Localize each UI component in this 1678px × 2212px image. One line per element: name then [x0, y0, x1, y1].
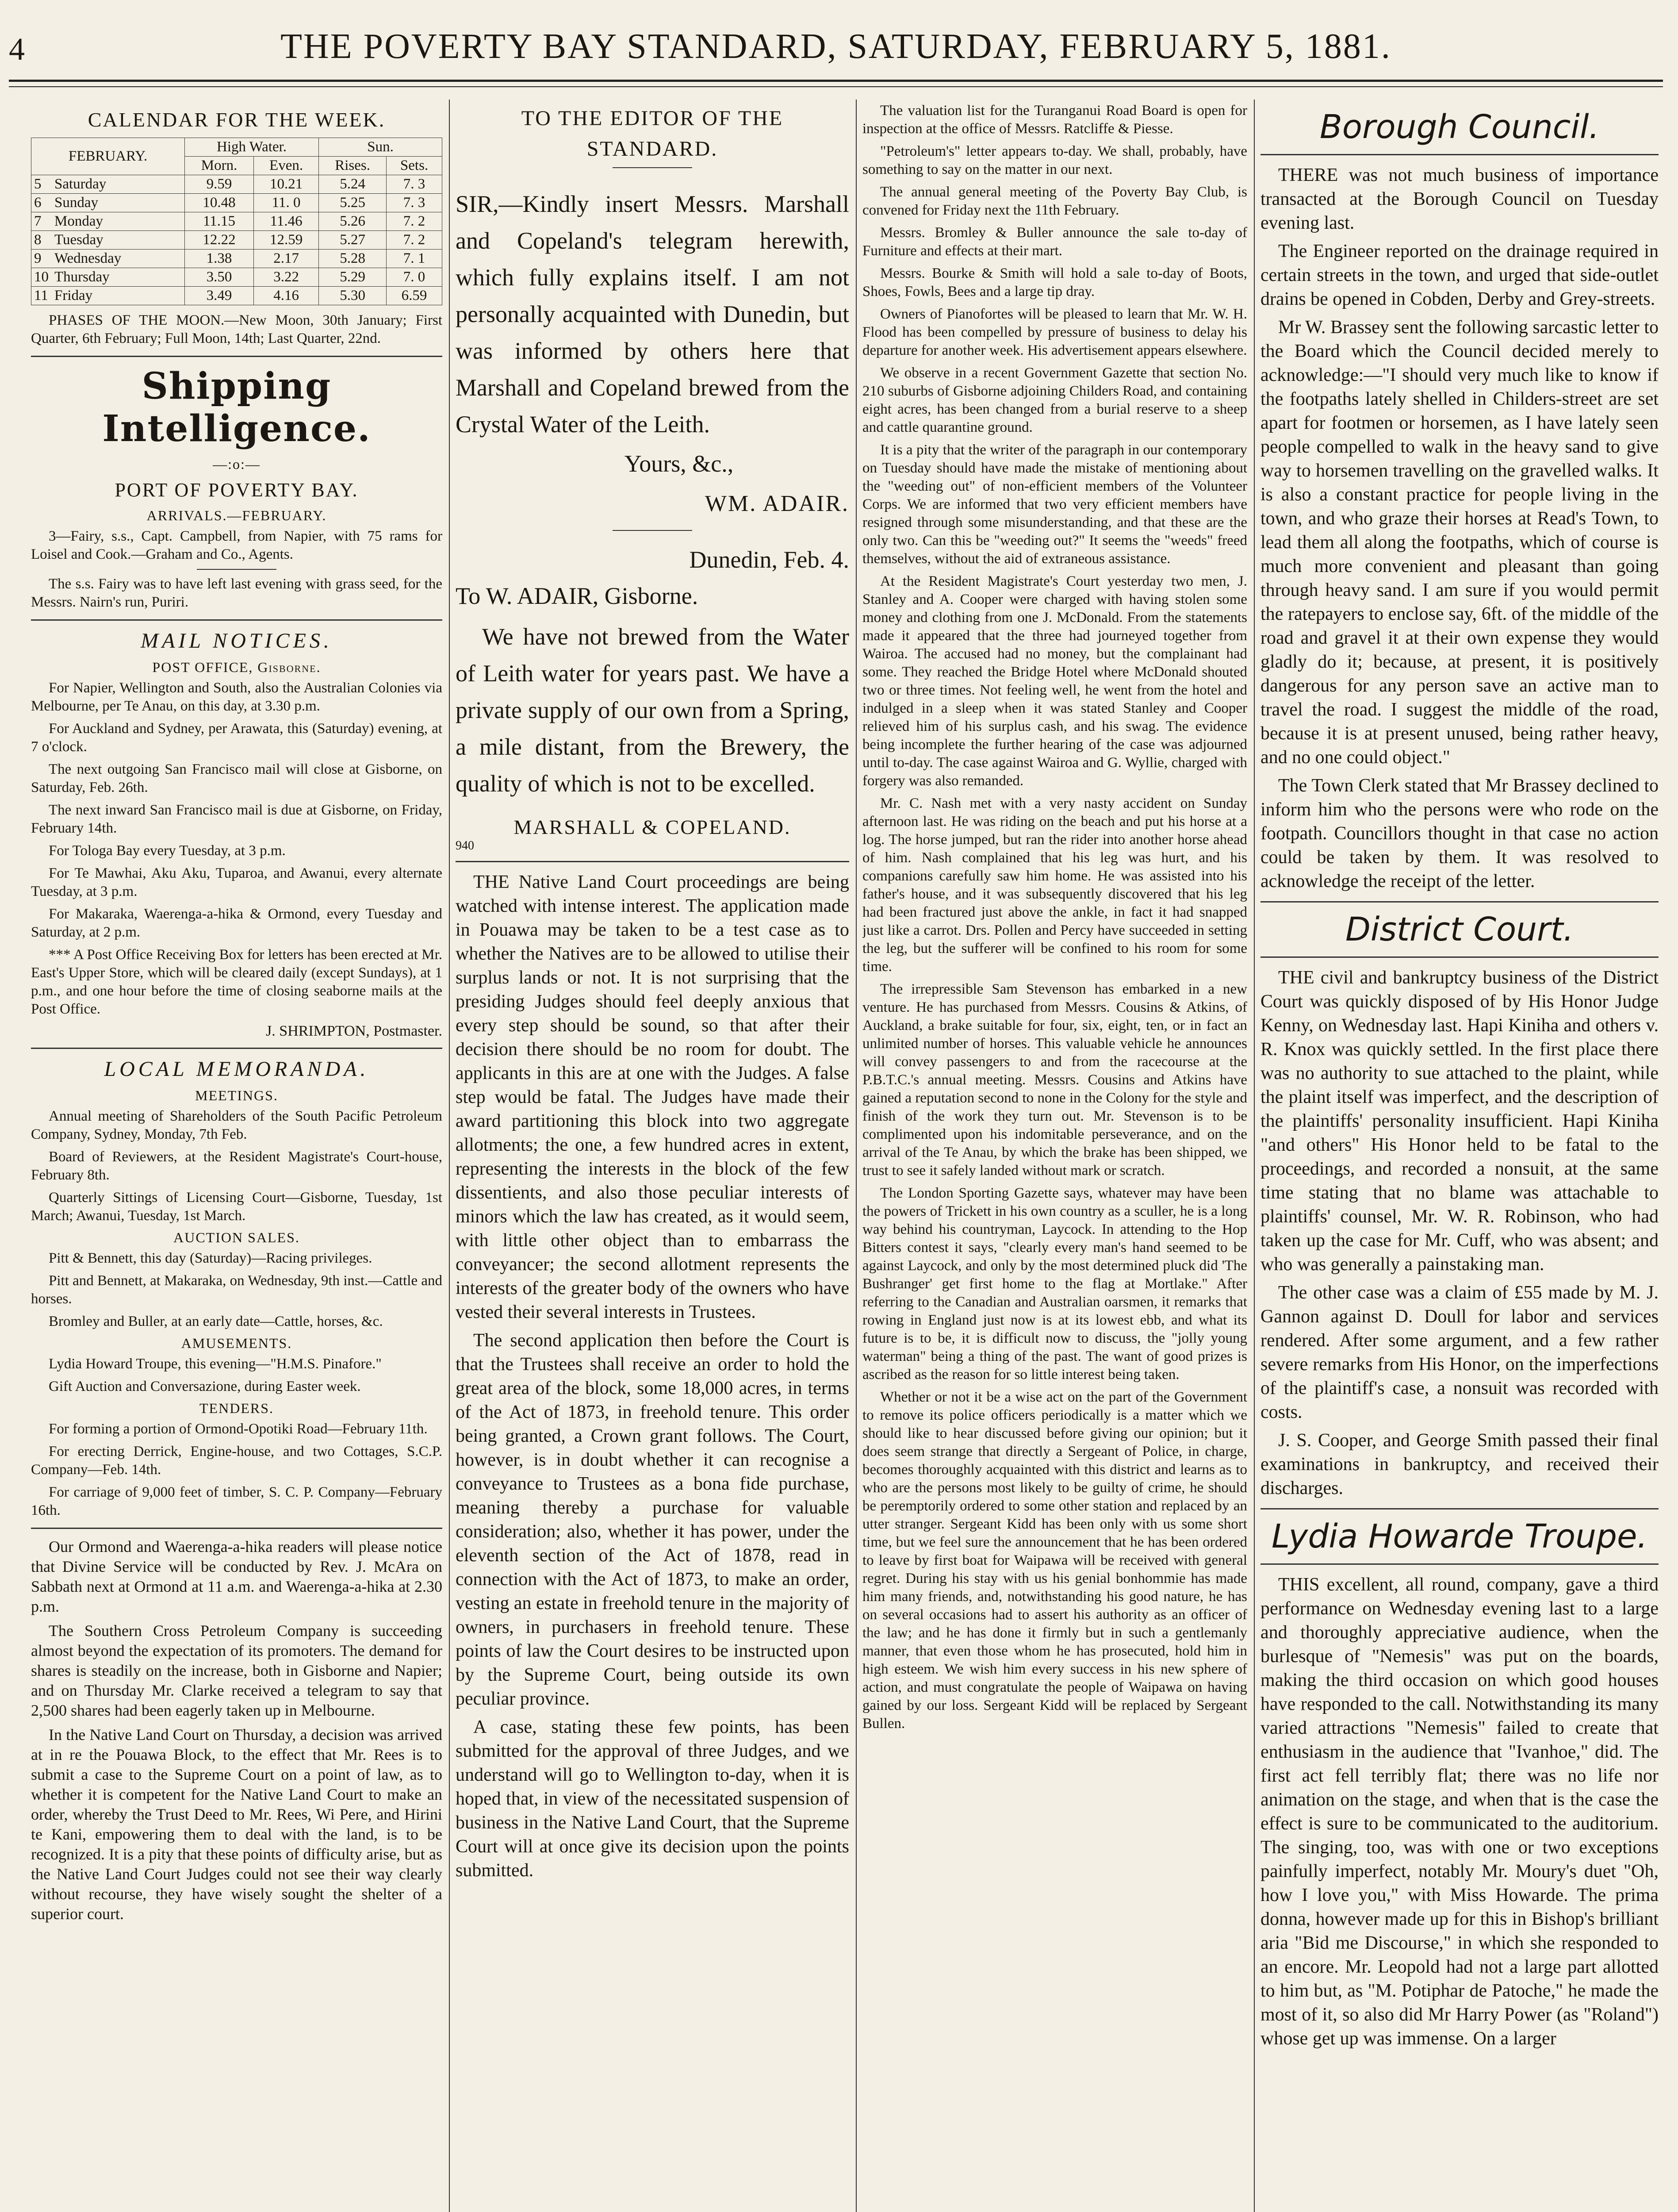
- news-paragraph: At the Resident Magistrate's Court yesterday two men, J. Stanley and A. Cooper were charged with having stolen some money and clothing from one J. McDonald. From the statements made it appeared that the three had journeyed together from Wairoa. The accused had no money, but the complainant had some. They reached the Bridge Hotel where McDonald shouted two or three times. Not feeling well, he went from the hotel and indulged in a sleep when it was stated Stanley and Cooper relieved him of his surplus cash, and his swag. The evidence being incomplete the further hearing of the case was adjourned until to-day. The case against Wairoa and G. Wyllie, charged with forgery was also remanded.: [862, 573, 1247, 789]
- calendar-cell: 5.27: [319, 231, 387, 250]
- calendar-cell: 10.21: [254, 175, 319, 194]
- calendar-date: 7: [34, 213, 42, 229]
- calendar-cell: 7. 0: [387, 268, 442, 287]
- article-paragraph: Mr W. Brassey sent the following sarcastic letter to the Board which the Council decided merely to acknowledge:—"I should very much like to know if the footpaths lately shelled in Childers-street are set apart for footmen or horsemen, as I have lately seen people compelled to walk in the heavy sand to give way to horsemen travelling on the gravelled walks. It is also a constant practice for people living in the town, and who graze their horses at Read's Town, to lead them all along the footpaths, which of course is much more convenient and pleasant than going through heavy sand. I am sure if you would permit the ratepayers to enclose say, 6ft. of the middle of the road and gravel it at their own expense they would gladly do it; because, at present, it is positively dangerous for any person save an active man to travel the road. I suggest the middle of the road, because it is at present unused, being rather heavy, and no one could object.": [1260, 317, 1659, 768]
- mail-notice: For Auckland and Sydney, per Arawata, this (Saturday) evening, at 7 o'clock.: [31, 721, 442, 755]
- post-office-heading: POST OFFICE, Gisborne.: [152, 659, 321, 675]
- calendar-date: 8: [34, 232, 42, 248]
- divider: [1260, 901, 1659, 902]
- calendar-row: [31, 268, 442, 287]
- news-paragraph: The annual general meeting of the Poverty Bay Club, is convened for Friday next the 11th February.: [862, 184, 1247, 218]
- article-paragraph: THERE was not much business of importance transacted at the Borough Council on Tuesday evening last.: [1260, 165, 1659, 233]
- news-paragraph: Messrs. Bourke & Smith will hold a sale to-day of Boots, Shoes, Fowls, Bees and a large tip dray.: [862, 265, 1247, 300]
- newspaper-title: THE POVERTY BAY STANDARD, SATURDAY, FEBRUARY 5, 1881.: [280, 27, 1391, 66]
- southern-cross-notice: The Southern Cross Petroleum Company is succeeding almost beyond the expectation of its promoters. The demand for shares is steadily on the increase, both in Gisborne and Napier; and on Thursday Mr. Clarke received a telegram to say that 2,500 shares had been eagerly taken up in Melbourne.: [31, 1622, 442, 1719]
- calendar-weekday: Friday: [54, 288, 93, 303]
- news-paragraph: The irrepressible Sam Stevenson has embarked in a new venture. He has purchased from Messrs. Cousins & Atkins, of Auckland, a brake suitable for four, six, eight, ten, or in fact an unlimited number of horses. This valuable vehicle he announces will convey passengers to and from the racecourse at the P.B.T.C.'s annual meeting. Messrs. Cousins and Atkins have gained a reputation second to none in the Colony for the style and finish of the work they turn out. Mr. Stevenson is to be complimented upon his indomitable perseverance, and on the arrival of the Te Anau, by which the brake has been shipped, we trust to see it safely landed without mark or scratch.: [862, 981, 1247, 1179]
- divider: [456, 861, 849, 862]
- meetings-heading: MEETINGS.: [195, 1087, 278, 1103]
- calendar-weekday: Saturday: [54, 176, 107, 192]
- column-divider: [449, 100, 450, 2212]
- calendar-cell: 10.48: [185, 194, 254, 212]
- auction-heading: AUCTION SALES.: [173, 1229, 300, 1245]
- auction-item: Pitt and Bennett, at Makaraka, on Wednesday, 9th inst.—Cattle and horses.: [31, 1273, 442, 1307]
- news-paragraph: Owners of Pianofortes will be pleased to learn that Mr. W. H. Flood has been compelled by pressure of business to delay his departure for another week. His advertisement appears elsewhere.: [862, 306, 1247, 358]
- calendar-day: [31, 175, 185, 194]
- calendar-row: [31, 250, 442, 268]
- tender-item: For forming a portion of Ormond-Opotiki Road—February 11th.: [49, 1421, 428, 1437]
- calendar-day: [31, 250, 185, 268]
- meetings-list: [31, 1107, 442, 1225]
- calendar-cell: 11.46: [254, 212, 319, 231]
- telegram-to: To W. ADAIR, Gisborne.: [456, 583, 698, 609]
- news-paragraph: Mr. C. Nash met with a very nasty accident on Sunday afternoon last. He was riding on the beach and put his horse at a log. The horse jumped, but ran the rider into another horse ahead of him. Nash complained that his leg was hurt, and his companions carefully saw him home. He was assisted into his father's house, and it was subsequently discovered that his leg had been fractured just above the ankle, in fact it had snapped just like a carrot. Drs. Pollen and Percy have succeeded in setting the leg, but the sufferer will be confined to his room for some time.: [862, 795, 1247, 975]
- masthead-rule: [9, 80, 1663, 82]
- masthead-rule-thin: [9, 86, 1663, 87]
- calendar-cell: 5.29: [319, 268, 387, 287]
- cal-header-rises: Rises.: [319, 157, 387, 175]
- cal-header-morn: Morn.: [185, 157, 254, 175]
- tender-item: For erecting Derrick, Engine-house, and two Cottages, S.C.P. Company—Feb. 14th.: [31, 1444, 442, 1478]
- telegram-signature: MARSHALL & COPELAND.: [513, 816, 791, 838]
- cal-header-sun: Sun.: [319, 138, 442, 157]
- port-heading: PORT OF POVERTY BAY.: [115, 479, 359, 501]
- letter-body: SIR,—Kindly insert Messrs. Marshall and Copeland's telegram herewith, which fully explains itself. I am not personally acquainted with Dunedin, but was informed by others here that Marshall and Copeland brewed from the Crystal Water of the Leith.: [456, 191, 849, 438]
- calendar-date: 11: [34, 288, 48, 303]
- divider: [31, 1048, 442, 1049]
- calendar-date: 5: [34, 176, 42, 192]
- cal-header-sets: Sets.: [387, 157, 442, 175]
- mail-heading: MAIL NOTICES.: [141, 629, 333, 653]
- telegram-place: Dunedin, Feb. 4.: [689, 546, 849, 573]
- meeting-item: Quarterly Sittings of Licensing Court—Gisborne, Tuesday, 1st March; Awanui, Tuesday, 1st March.: [31, 1190, 442, 1224]
- calendar-cell: 5.25: [319, 194, 387, 212]
- calendar-cell: 6.59: [387, 287, 442, 305]
- postmaster-signature: J. SHRIMPTON, Postmaster.: [266, 1023, 442, 1039]
- tenders-list: [31, 1420, 442, 1520]
- ad-number: 940: [456, 839, 474, 853]
- calendar-cell: 7. 2: [387, 212, 442, 231]
- arrivals-heading: ARRIVALS.—FEBRUARY.: [146, 507, 327, 523]
- news-paragraph: "Petroleum's" letter appears to-day. We shall, probably, have something to say on the matter in our next.: [862, 143, 1247, 177]
- amusements-heading: AMUSEMENTS.: [181, 1335, 292, 1351]
- cal-header-even: Even.: [254, 157, 319, 175]
- article-paragraph: A case, stating these few points, has been submitted for the approval of three Judges, and we understand will go to Wellington to-day, when it is hoped that, in view of the necessitated suspension of business in the Native Land Court, that the Supreme Court will at once give its decision upon the points submitted.: [456, 1717, 849, 1881]
- telegram-body: We have not brewed from the Water of Leith water for years past. We have a private supply of our own from a Spring, a mile distant, from the Brewery, the quality of which is not to be excelled.: [456, 623, 849, 797]
- calendar-day: [31, 212, 185, 231]
- editor-heading-1: TO THE EDITOR OF THE: [521, 107, 784, 130]
- local-heading: LOCAL MEMORANDA.: [104, 1057, 369, 1081]
- calendar-cell: 11.15: [185, 212, 254, 231]
- article-paragraph: J. S. Cooper, and George Smith passed their final examinations in bankruptcy, and received their discharges.: [1260, 1430, 1659, 1498]
- cal-header-high-water: High Water.: [185, 138, 319, 157]
- column-divider: [1254, 100, 1255, 2212]
- native-court-notice: In the Native Land Court on Thursday, a decision was arrived at in re the Pouawa Block, to the effect that Mr. Rees is to submit a case to the Supreme Court on a point of law, as to whether it is competent for the Native Land Court to make an order, whereby the Trust Deed to Mr. Rees, Wi Pere, and Hirini te Kani, empowering them to deal with the land, is to be recognized. It is a pity that these points of difficulty arise, but as the Native Land Court Judges could not see their way clearly without recourse, they have wisely sought the shelter of a superior court.: [31, 1726, 442, 1923]
- calendar-row: [31, 212, 442, 231]
- article-paragraph: The Engineer reported on the drainage required in certain streets in the town, and urged that side-outlet drains be opened in Cobden, Derby and Grey-streets.: [1260, 241, 1659, 309]
- amusement-item: Lydia Howard Troupe, this evening—"H.M.S. Pinafore.": [49, 1356, 382, 1372]
- calendar-weekday: Sunday: [54, 195, 98, 211]
- calendar-heading: CALENDAR FOR THE WEEK.: [88, 108, 386, 131]
- moon-phases: PHASES OF THE MOON.—New Moon, 30th January; First Quarter, 6th February; Full Moon, 14th; Last Quarter, 22nd.: [31, 312, 442, 346]
- column-2: [456, 102, 849, 2212]
- news-paragraph: We observe in a recent Government Gazette that section No. 210 suburbs of Gisborne adjoining Childers Road, and containing eight acres, has been changed from a burial reserve to a sheep and cattle quarantine ground.: [862, 365, 1247, 435]
- calendar-cell: 5.26: [319, 212, 387, 231]
- mail-notice: The next outgoing San Francisco mail will close at Gisborne, on Saturday, Feb. 26th.: [31, 761, 442, 795]
- short-rule: [613, 530, 692, 531]
- calendar-date: 10: [34, 269, 49, 285]
- calendar-cell: 9.59: [185, 175, 254, 194]
- calendar-row: [31, 175, 442, 194]
- masthead: [9, 27, 1663, 75]
- calendar-row: [31, 231, 442, 250]
- column-divider: [856, 100, 857, 2212]
- auction-item: Bromley and Buller, at an early date—Cattle, horses, &c.: [49, 1313, 383, 1329]
- mail-notice: For Te Mawhai, Aku Aku, Tuparoa, and Awanui, every alternate Tuesday, at 3 p.m.: [31, 865, 442, 899]
- calendar-cell: 11. 0: [254, 194, 319, 212]
- page-number: 4: [9, 31, 25, 67]
- amusement-item: Gift Auction and Conversazione, during Easter week.: [49, 1379, 361, 1394]
- calendar-date: 9: [34, 250, 42, 266]
- arrivals-text: 3—Fairy, s.s., Capt. Campbell, from Napier, with 75 rams for Loisel and Cook.—Graham and Co., Agents.: [31, 528, 442, 562]
- calendar-weekday: Monday: [54, 213, 103, 229]
- native-land-article: [456, 870, 849, 1882]
- divider: [31, 1528, 442, 1529]
- tenders-heading: TENDERS.: [199, 1400, 274, 1416]
- article-paragraph: THE Native Land Court proceedings are being watched with intense interest. The application made in Pouawa may be taken to be a test case as to whether the Natives are to be allowed to utilise their surplus lands or not. It is not surprising that the presiding Judges should feel deeply anxious that every step should be sound, so that after their decision there should be no room for doubt. The applicants in this are at one with the Judges. A false step would be fatal. The Judges have made their award partitioning this block into two aggregate allotments; the one, a few hundred acres in extent, representing the interests in the block of the few dissentients, and also those peculiar interests of minors which the law has created, as it would seem, with little other object than to embarrass the conveyancer; the second allotment represents the interests of the greater body of the owners who have vested their several interests in Trustees.: [456, 872, 849, 1322]
- calendar-cell: 3.50: [185, 268, 254, 287]
- calendar-cell: 5.24: [319, 175, 387, 194]
- column-1: [31, 102, 442, 2212]
- calendar-weekday: Tuesday: [54, 232, 103, 248]
- news-paragraph: The London Sporting Gazette says, whatever may have been the powers of Trickett in his own country as a sculler, he is a long way behind his countryman, Laycock. In attending to the Hop Bitters contest it says, "clearly every man's hand seemed to be against Laycock, and only by the most determined pluck did 'The Bushranger' get first home to the flag at Mortlake." After referring to the Canadian and Australian oarsmen, it remarks that rowing in England just now is at its lowest ebb, and what its future is to be, it is difficult now to discuss, the "jolly young waterman" being a thing of the past. The want of good prizes is ascribed as the reason for so little interest being taken.: [862, 1185, 1247, 1382]
- divider: [1260, 1508, 1659, 1509]
- article-paragraph: The other case was a claim of £55 made by M. J. Gannon against D. Doull for labor and services rendered. After some argument, and a few rather severe remarks from His Honor, on the imperfections of the plaintiff's case, a nonsuit was recorded with costs.: [1260, 1283, 1659, 1422]
- calendar-cell: 7. 1: [387, 250, 442, 268]
- article-paragraph: THIS excellent, all round, company, gave a third performance on Wednesday evening last to a large and thoroughly appreciative audience, when the burlesque of "Nemesis" was put on the boards, making the third occasion on which good houses have responded to the call. Notwithstanding its many varied attractions "Nemesis" failed to create that enthusiasm in the audience that "Ivanhoe," did. The first act fell terribly flat; there was no life nor animation on the stage, and when that is the case the effect is sure to be communicated to the auditorium. The singing, too, was with one or two exceptions painfully imperfect, notably Mr. Moury's duet "Oh, how I love you," with Miss Howarde. The prima donna, however made up for this in Bishop's brilliant aria "Bid me Discourse," in which she responded to an encore. Mr. Leopold had not a large part allotted to him but, as "M. Potiphar de Patoche," he made the most of it, so also did Mr Harry Power (as "Roland") whose get up was immense. On a larger: [1260, 1575, 1659, 2049]
- calendar-weekday: Wednesday: [54, 250, 122, 266]
- letter-close: Yours, &c.,: [624, 450, 734, 477]
- calendar-cell: 3.49: [185, 287, 254, 305]
- news-paragraph: Messrs. Bromley & Buller announce the sale to-day of Furniture and effects at their mart.: [862, 225, 1247, 259]
- calendar-cell: 7. 3: [387, 194, 442, 212]
- auction-item: Pitt & Bennett, this day (Saturday)—Racing privileges.: [49, 1250, 372, 1266]
- mail-notices-list: [31, 679, 442, 1018]
- calendar-cell: 12.59: [254, 231, 319, 250]
- divider: [31, 356, 442, 357]
- calendar-cell: 7. 3: [387, 175, 442, 194]
- editor-heading-2: STANDARD.: [586, 137, 718, 161]
- divider: [1260, 956, 1659, 958]
- calendar-day: [31, 268, 185, 287]
- calendar-day: [31, 231, 185, 250]
- calendar-day: [31, 194, 185, 212]
- district-heading: District Court.: [1345, 910, 1574, 949]
- calendar-weekday: Thursday: [54, 269, 110, 285]
- ormond-notice: Our Ormond and Waerenga-a-hika readers will please notice that Divine Service will be conducted by Rev. J. McAra on Sabbath next at Ormond at 11 a.m. and Waerenga-a-hika at 2.30 p.m.: [31, 1538, 442, 1615]
- column-4: [1260, 102, 1659, 2212]
- news-paragraph: The valuation list for the Turanganui Road Board is open for inspection at the office of Messrs. Ratcliffe & Piesse.: [862, 103, 1247, 137]
- news-paragraph: Whether or not it be a wise act on the part of the Government to remove its police officers periodically is a matter which we should like to hear discussed before giving our opinion; but it does seem strange that directly a Sergeant of Police, in charge, becomes thoroughly acquainted with this district and learns as to who are the persons most likely to be guilty of crime, he should be peremptorily ordered to some other station and replaced by an utter stranger. Sergeant Kidd has been only with us some short time, but we feel sure the announcement that he has been ordered to leave by first boat for Waipawa will be received with general regret. During his stay with us his genial bonhommie has made him many friends, and, notwithstanding his good nature, he has on several occasions had to assert his authority as an officer of the law; and he has done it firmly but in such a gentlemanly manner, that even those whom he has prosecuted, hold him in high esteem. We wish him every success in his new sphere of action, and must congratulate the people of Waipawa on having gained by our loss. Sergeant Kidd will be replaced by Sergeant Bullen.: [862, 1389, 1247, 1732]
- calendar-row: [31, 287, 442, 305]
- divider: [1260, 154, 1659, 155]
- borough-article: [1260, 163, 1659, 893]
- calendar-date: 6: [34, 195, 42, 211]
- mail-notice: *** A Post Office Receiving Box for letters has been erected at Mr. East's Upper Store, which will be cleared daily (except Sundays), at 1 p.m., and one hour before the time of closing seaborne mails at the Post Office.: [31, 947, 442, 1017]
- calendar-cell: 2.17: [254, 250, 319, 268]
- mail-notice: The next inward San Francisco mail is due at Gisborne, on Friday, February 14th.: [31, 802, 442, 836]
- fairy-text: The s.s. Fairy was to have left last evening with grass seed, for the Messrs. Nairn's run, Puriri.: [31, 576, 442, 610]
- calendar-row: [31, 194, 442, 212]
- meeting-item: Board of Reviewers, at the Resident Magistrate's Court-house, February 8th.: [31, 1149, 442, 1183]
- tender-item: For carriage of 9,000 feet of timber, S. C. P. Company—February 16th.: [31, 1484, 442, 1518]
- calendar-cell: 1.38: [185, 250, 254, 268]
- calendar-cell: 7. 2: [387, 231, 442, 250]
- auction-list: [31, 1249, 442, 1331]
- article-paragraph: THE civil and bankruptcy business of the District Court was quickly disposed of by His Honor Judge Kenny, on Wednesday last. Hapi Kiniha and others v. R. Knox was quickly settled. In the first place there was no authority to sue attached to the plaint, while the plaint itself was imperfect, and the description of the plaintiffs' personality insufficient. Hapi Kiniha "and others" His Honor held to be fatal to the proceedings, and recorded a nonsuit, at the same time stating that no blame was attachable to plaintiffs' counsel, Mr. W. R. Robinson, who had taken up the case for Mr. Cuff, who was absent; and who was generally a painstaking man.: [1260, 968, 1659, 1275]
- borough-heading: Borough Council.: [1319, 108, 1600, 146]
- district-article: [1260, 966, 1659, 1500]
- mail-notice: For Tologa Bay every Tuesday, at 3 p.m.: [49, 843, 286, 859]
- news-paragraphs: [862, 102, 1247, 1733]
- lydia-heading: Lydia Howarde Troupe.: [1271, 1517, 1648, 1555]
- lydia-article: [1260, 1573, 1659, 2051]
- calendar-cell: 12.22: [185, 231, 254, 250]
- calendar-cell: 4.16: [254, 287, 319, 305]
- shipping-heading: Shipping Intelligence.: [102, 365, 371, 450]
- amusements-list: [31, 1355, 442, 1396]
- calendar-table: [31, 138, 442, 305]
- divider: [1260, 1563, 1659, 1565]
- letter-signature: WM. ADAIR.: [705, 491, 849, 516]
- mail-notice: For Napier, Wellington and South, also the Australian Colonies via Melbourne, per Te Anau, on this day, at 3.30 p.m.: [31, 680, 442, 714]
- news-paragraph: It is a pity that the writer of the paragraph in our contemporary on Tuesday should have made the mistake of mentioning about the "weeding out" of non-efficient members of the Volunteer Corps. We are informed that two very efficient members have resigned through some misunderstanding, and that these are the only two. Can this be "weeding out?" It seems the "weeds" freed themselves, without the aid of extraneous assistance.: [862, 442, 1247, 567]
- calendar-cell: 5.28: [319, 250, 387, 268]
- short-rule: [613, 167, 692, 168]
- short-rule: [197, 569, 276, 570]
- cal-header-month: FEBRUARY.: [31, 138, 185, 175]
- column-3: [862, 102, 1247, 2212]
- calendar-cell: 5.30: [319, 287, 387, 305]
- calendar-cell: 3.22: [254, 268, 319, 287]
- calendar-day: [31, 287, 185, 305]
- mail-notice: For Makaraka, Waerenga-a-hika & Ormond, every Tuesday and Saturday, at 2 p.m.: [31, 906, 442, 940]
- meeting-item: Annual meeting of Shareholders of the South Pacific Petroleum Company, Sydney, Monday, 7th Feb.: [31, 1108, 442, 1142]
- shipping-separator: —:o:—: [213, 456, 261, 472]
- divider: [31, 619, 442, 621]
- article-paragraph: The Town Clerk stated that Mr Brassey declined to inform him who the persons were who rode on the footpath. Councillors thought in that case no action could be taken by them. It was resolved to acknowledge the receipt of the letter.: [1260, 776, 1659, 891]
- article-paragraph: The second application then before the Court is that the Trustees shall receive an order to hold the great area of the block, some 18,000 acres, in terms of the Act of 1873, in freehold tenure. This order being granted, a Crown grant follows. The Court, however, is in doubt whether it can recognise a conveyance to Trustees as a bona fide purchase, meaning thereby a purchase for valuable consideration; also, whether it has power, under the eleventh section of the Act of 1878, read in connection with the Act of 1873, to make an order, vesting an estate in freehold tenure in the majority of owners, in purchasers in freehold tenure. These points of law the Court desires to be instructed upon by the Supreme Court, being outside its own peculiar province.: [456, 1330, 849, 1709]
